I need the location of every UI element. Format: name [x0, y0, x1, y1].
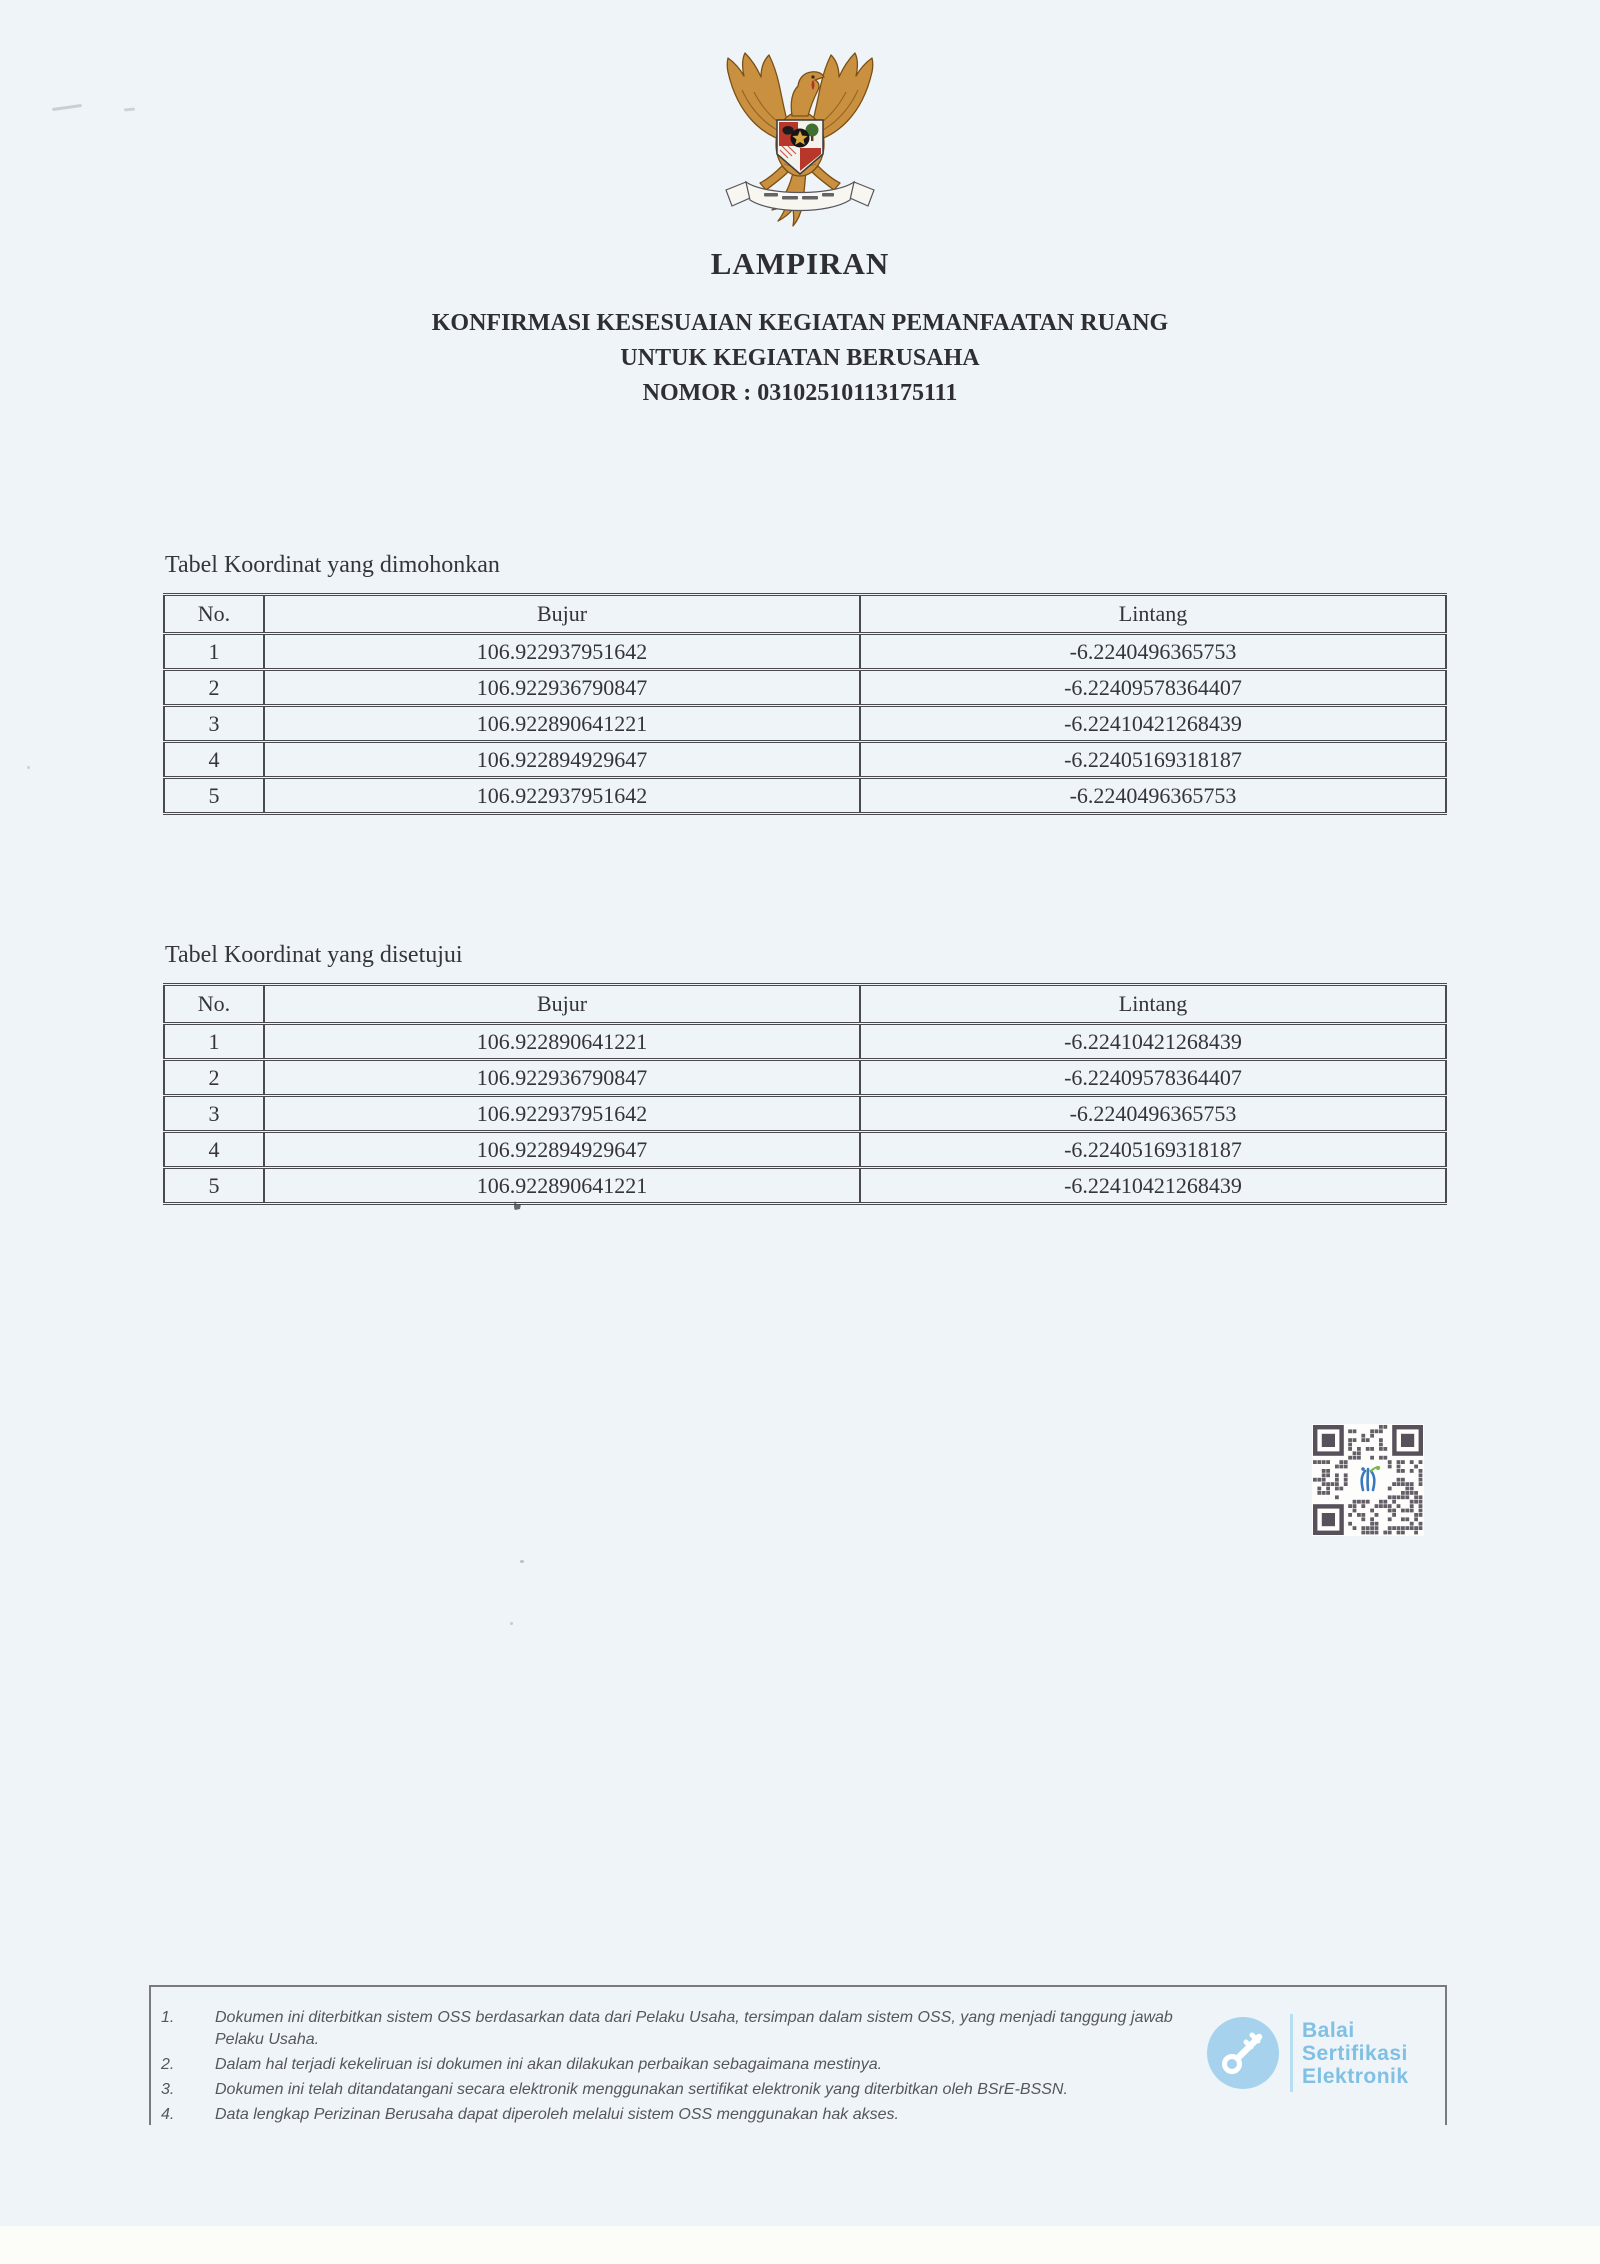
requested-coordinates-table [163, 593, 1447, 815]
table-row [164, 634, 1446, 670]
table-cell: -6.22409578364407 [860, 670, 1446, 706]
table-cell: -6.22410421268439 [860, 1168, 1446, 1204]
subtitle-line-2: UNTUK KEGIATAN BERUSAHA [620, 345, 980, 371]
bse-logo-line-1: Balai [1302, 2018, 1355, 2042]
column-header: Lintang [860, 985, 1446, 1024]
table-cell: 1 [164, 1024, 264, 1060]
subtitle-line-1: KONFIRMASI KESESUAIAN KEGIATAN PEMANFAATAN RUANG [431, 310, 1169, 336]
bse-logo-line-3: Elektronik [1302, 2064, 1409, 2088]
table-cell: 106.922937951642 [264, 634, 860, 670]
scan-artifact-pencil-mark [124, 108, 135, 112]
scan-artifact-ink-mark [512, 1200, 524, 1213]
footer-notes-list [151, 2007, 1181, 2126]
table-cell: 2 [164, 1060, 264, 1096]
table-cell: 5 [164, 1168, 264, 1204]
table-cell: -6.22410421268439 [860, 706, 1446, 742]
scan-artifact-speck [520, 1560, 524, 1563]
table-cell: 106.922936790847 [264, 670, 860, 706]
table-cell: -6.22405169318187 [860, 1132, 1446, 1168]
footer-note: Data lengkap Perizinan Berusaha dapat diperoleh melalui sistem OSS menggunakan hak akses. [215, 2106, 899, 2123]
footer-note: Dokumen ini diterbitkan sistem OSS berdasarkan data dari Pelaku Usaha, tersimpan dalam sistem OSS, yang menjadi tanggung jawab Pelaku Usaha. [215, 2009, 1173, 2048]
bse-logo-text [1302, 2019, 1409, 2088]
table-cell: 106.922937951642 [264, 778, 860, 814]
table-cell: 4 [164, 742, 264, 778]
table-row [164, 1096, 1446, 1132]
table-cell: 106.922894929647 [264, 742, 860, 778]
bse-logo-line-2: Sertifikasi [1302, 2041, 1408, 2065]
column-header: No. [164, 985, 264, 1024]
scan-artifact-speck [27, 766, 30, 769]
table-cell: 1 [164, 634, 264, 670]
table-row [164, 670, 1446, 706]
table-header-row [164, 595, 1446, 634]
approved-coordinates-title: Tabel Koordinat yang disetujui [165, 942, 463, 968]
column-header: No. [164, 595, 264, 634]
scan-artifact-speck [510, 1622, 513, 1625]
table-row [164, 1168, 1446, 1204]
table-cell: 3 [164, 706, 264, 742]
table-cell: 106.922890641221 [264, 1168, 860, 1204]
document-number: NOMOR : 03102510113175111 [642, 380, 958, 406]
bse-logo [1206, 2014, 1409, 2092]
table-cell: -6.2240496365753 [860, 778, 1446, 814]
table-cell: 3 [164, 1096, 264, 1132]
column-header: Bujur [264, 985, 860, 1024]
table-row [164, 1132, 1446, 1168]
table-row [164, 1024, 1446, 1060]
table-cell: -6.2240496365753 [860, 1096, 1446, 1132]
table-cell: 4 [164, 1132, 264, 1168]
approved-coordinates-table [163, 983, 1447, 1205]
table-cell: -6.22409578364407 [860, 1060, 1446, 1096]
qr-finder-top-left [1313, 1425, 1344, 1456]
table-cell: 5 [164, 778, 264, 814]
scanner-background-strip [0, 2226, 1600, 2264]
qr-finder-bottom-left [1313, 1504, 1344, 1535]
table-cell: 106.922936790847 [264, 1060, 860, 1096]
table-row [164, 778, 1446, 814]
bse-logo-divider [1290, 2014, 1293, 2092]
table-header-row [164, 985, 1446, 1024]
scan-artifact-pencil-mark [52, 104, 82, 111]
table-cell: 106.922890641221 [264, 1024, 860, 1060]
page-title: LAMPIRAN [710, 246, 890, 281]
garuda-pancasila-emblem-icon [716, 50, 884, 236]
footer-note: Dalam hal terjadi kekeliruan isi dokumen ini akan dilakukan perbaikan sebagaimana mestinya. [215, 2056, 883, 2073]
column-header: Bujur [264, 595, 860, 634]
footer-notes-box [149, 1985, 1447, 2125]
table-cell: -6.22410421268439 [860, 1024, 1446, 1060]
qr-code [1312, 1424, 1424, 1536]
table-cell: 106.922890641221 [264, 706, 860, 742]
footer-note: Dokumen ini telah ditandatangani secara elektronik menggunakan sertifikat elektronik yang diterbitkan oleh BSrE-BSSN. [215, 2081, 1068, 2098]
table-cell: -6.22405169318187 [860, 742, 1446, 778]
table-row [164, 1060, 1446, 1096]
table-row [164, 706, 1446, 742]
column-header: Lintang [860, 595, 1446, 634]
table-cell: 2 [164, 670, 264, 706]
table-cell: -6.2240496365753 [860, 634, 1446, 670]
table-row [164, 742, 1446, 778]
bse-key-icon [1206, 2016, 1280, 2090]
qr-center-logo [1353, 1465, 1383, 1495]
qr-finder-top-right [1392, 1425, 1423, 1456]
table-cell: 106.922937951642 [264, 1096, 860, 1132]
document-subtitle [0, 306, 1600, 411]
requested-coordinates-title: Tabel Koordinat yang dimohonkan [165, 552, 500, 578]
table-cell: 106.922894929647 [264, 1132, 860, 1168]
